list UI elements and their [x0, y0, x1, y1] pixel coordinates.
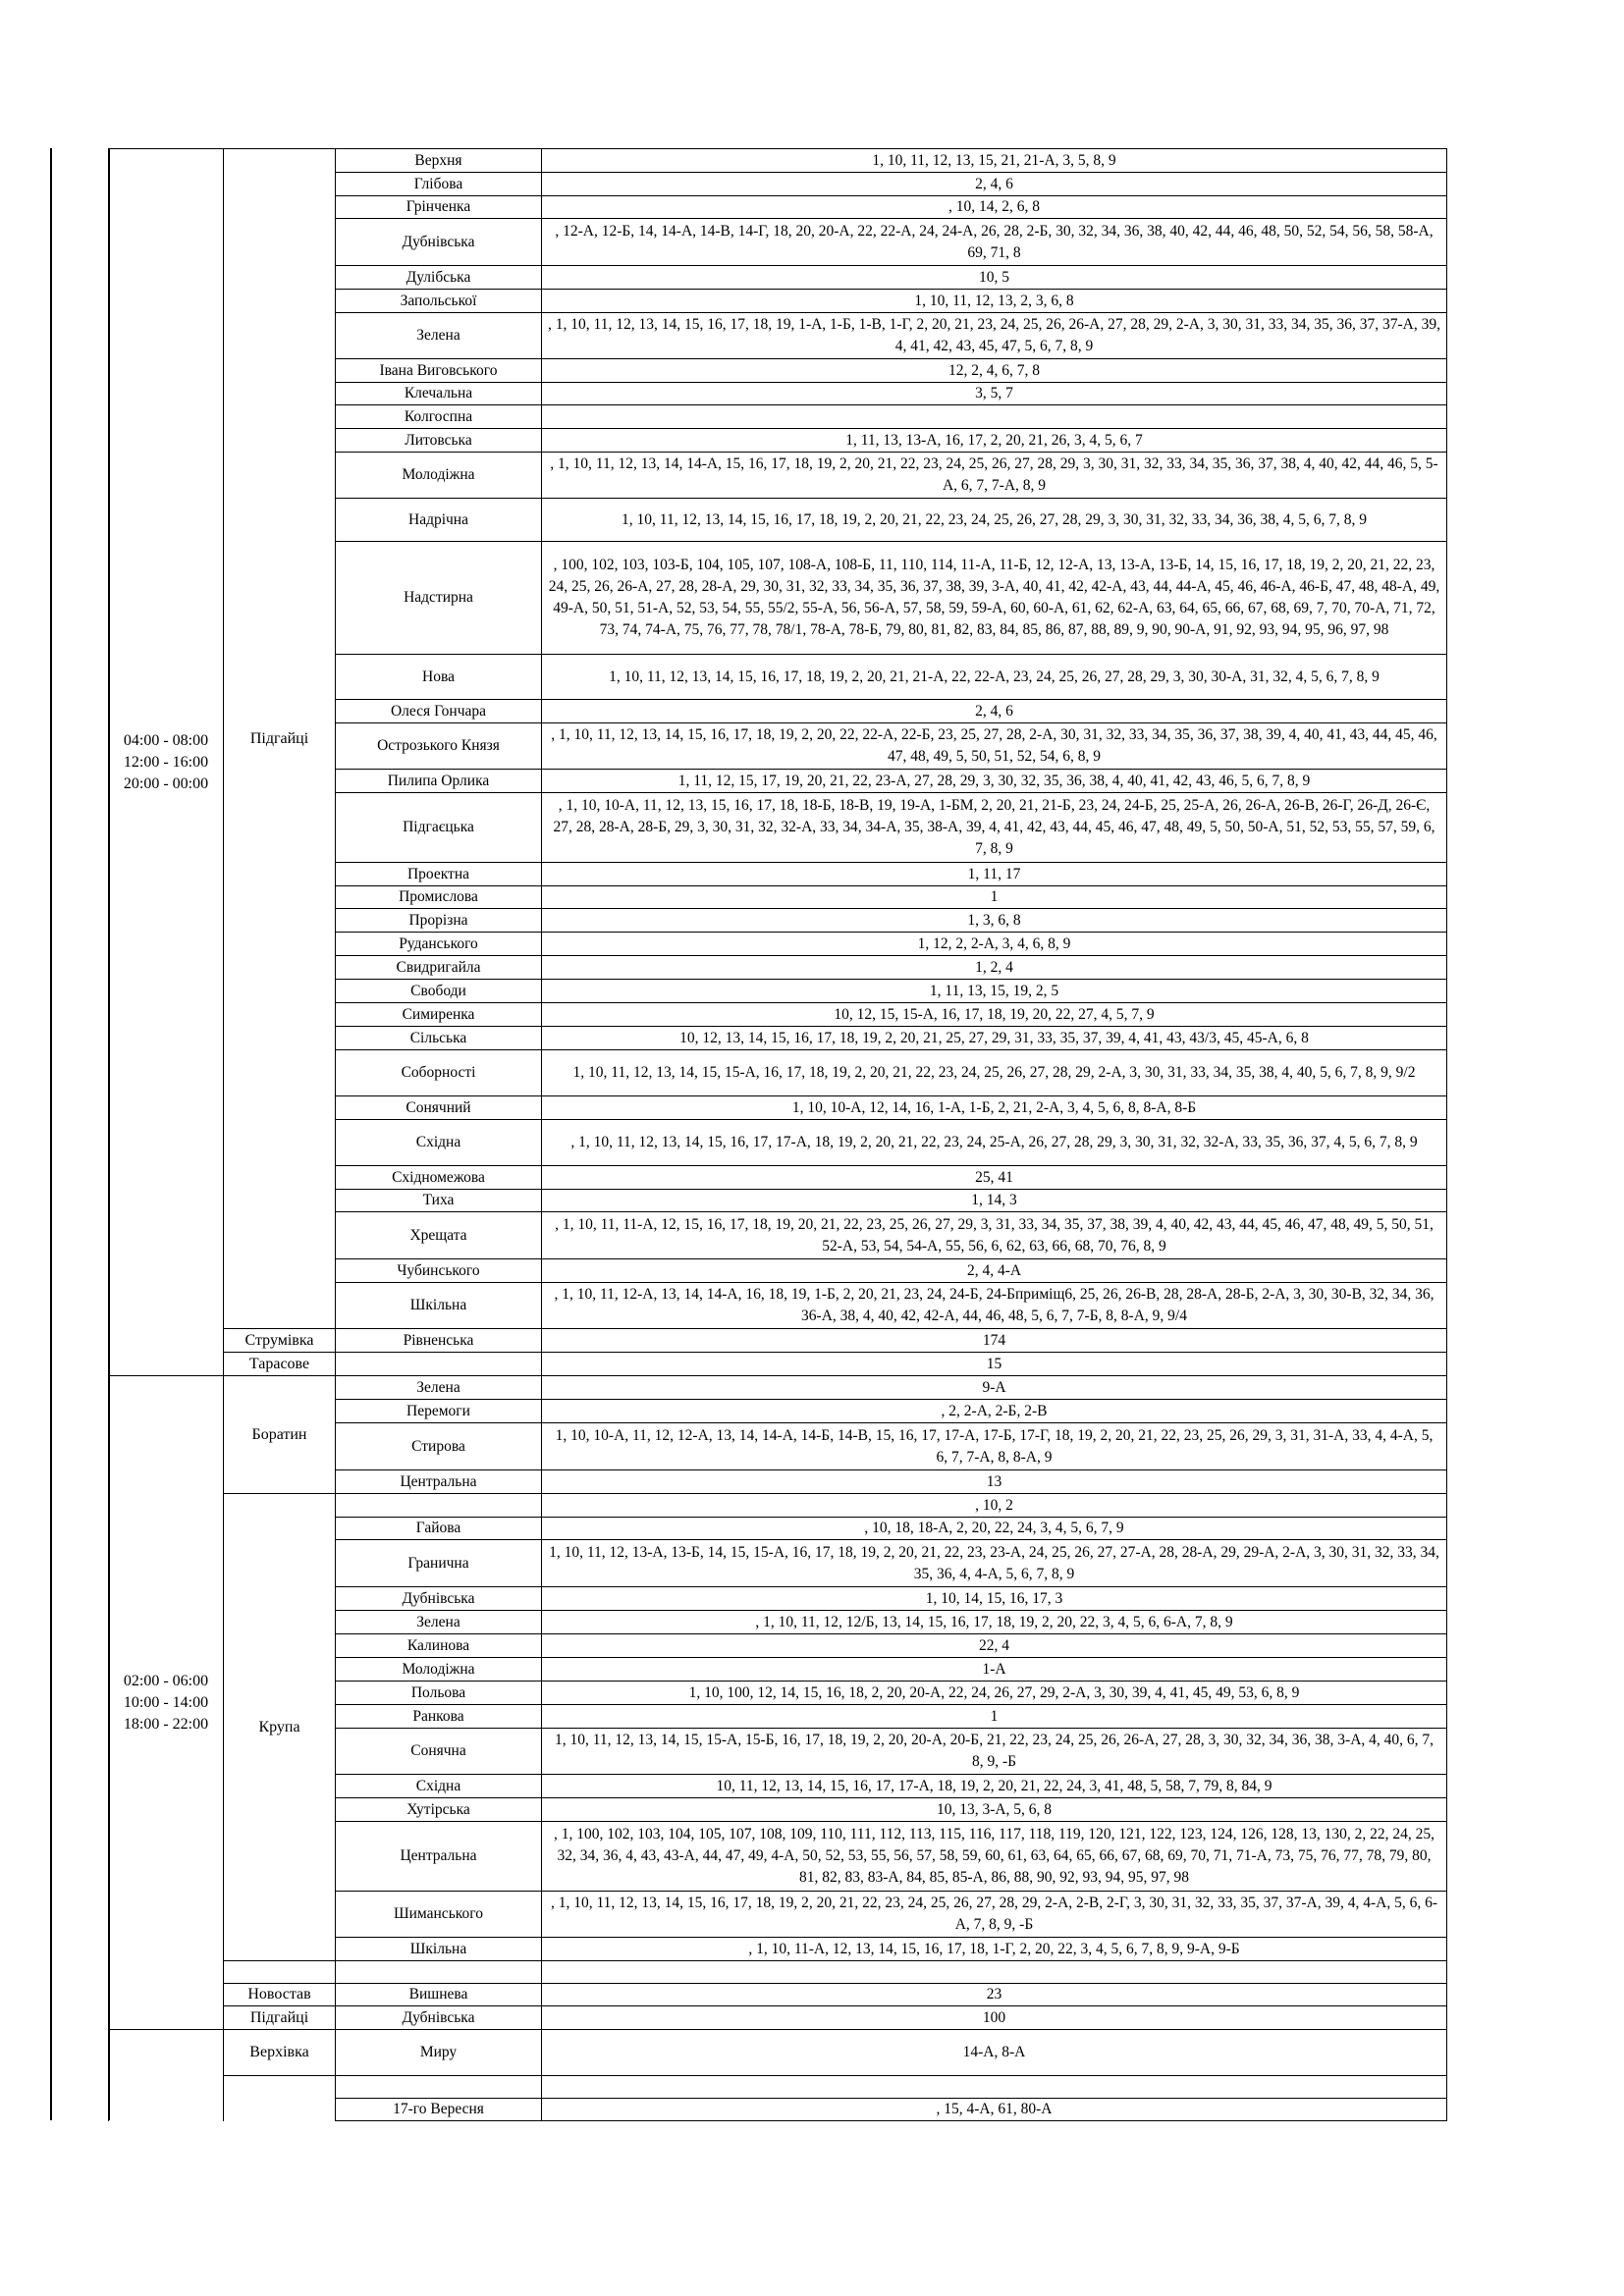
settlement-cell: [223, 1960, 336, 1984]
street-cell: Зелена: [335, 1610, 542, 1634]
house-numbers-cell: 1, 11, 12, 15, 17, 19, 20, 21, 22, 23-А, 27, 28, 29, 3, 30, 32, 35, 36, 38, 4, 40, 41, 42, 43, 46, 5, 6, 7, 8, 9: [541, 769, 1447, 793]
house-numbers-cell: 15: [541, 1352, 1447, 1376]
street-cell: Дулібська: [335, 265, 542, 290]
street-cell: Рівненська: [335, 1328, 542, 1353]
house-numbers-cell: , 1, 10, 11, 12, 13, 14, 14-А, 15, 16, 17, 18, 19, 2, 20, 21, 22, 23, 24, 25, 26, 27, 28, 29, 3, 30, 31, 32, 33, 34, 35, 36, 37, 38, 4, 40, 42, 44, 46, 5, 5-А, 6, 7, 7-А, 8, 9: [541, 452, 1447, 499]
house-numbers-cell: , 1, 10, 11, 12, 13, 14, 15, 16, 17, 18, 19, 1-А, 1-Б, 1-В, 1-Г, 2, 20, 21, 23, 24, 25, 26, 26-А, 27, 28, 29, 2-А, 3, 30, 31, 33, 34, 35, 36, 37, 37-А, 39, 4, 41, 42, 43, 45, 47, 5, 6, 7, 8, 9: [541, 312, 1447, 359]
house-numbers-cell: 1: [541, 1704, 1447, 1729]
street-cell: Дубнівська: [335, 1586, 542, 1611]
street-cell: Гайова: [335, 1517, 542, 1540]
street-cell: Сільська: [335, 1026, 542, 1050]
street-cell: Глібова: [335, 172, 542, 196]
house-numbers-cell: 1, 11, 13, 13-А, 16, 17, 2, 20, 21, 26, 3, 4, 5, 6, 7: [541, 428, 1447, 453]
time-slot-cell: [108, 2029, 224, 2121]
house-numbers-cell: 10, 13, 3-А, 5, 6, 8: [541, 1797, 1447, 1822]
house-numbers-cell: 1, 3, 6, 8: [541, 908, 1447, 933]
house-numbers-cell: 22, 4: [541, 1633, 1447, 1658]
street-cell: Вишнева: [335, 1983, 542, 2006]
house-numbers-cell: , 1, 10, 11, 12, 13, 14, 15, 16, 17, 17-А, 18, 19, 2, 20, 21, 22, 23, 24, 25-А, 26, 27, 28, 29, 3, 30, 31, 32, 32-А, 33, 35, 36, 37, 4, 5, 6, 7, 8, 9: [541, 1119, 1447, 1166]
house-numbers-cell: 1, 10, 100, 12, 14, 15, 16, 18, 2, 20, 20-А, 22, 24, 26, 27, 29, 2-А, 3, 30, 39, 4, 41, 45, 49, 53, 6, 8, 9: [541, 1681, 1447, 1705]
street-cell: [335, 1352, 542, 1376]
street-cell: Чубинського: [335, 1258, 542, 1283]
street-cell: Центральна: [335, 1821, 542, 1892]
house-numbers-cell: , 1, 10, 11, 12, 13, 14, 15, 16, 17, 18, 19, 2, 20, 22, 22-А, 22-Б, 23, 25, 27, 28, 2-А, 30, 31, 32, 33, 34, 35, 36, 37, 38, 39, 4, 40, 41, 43, 44, 45, 46, 47, 48, 49, 5, 50, 51, 52, 54, 6, 8, 9: [541, 722, 1447, 770]
street-cell: Хутірська: [335, 1797, 542, 1822]
house-numbers-cell: 174: [541, 1328, 1447, 1353]
street-cell: Шиманського: [335, 1891, 542, 1938]
street-cell: Молодіжна: [335, 1657, 542, 1682]
street-cell: Шкільна: [335, 1937, 542, 1961]
street-cell: Колгоспна: [335, 404, 542, 429]
house-numbers-cell: 1, 2, 4: [541, 955, 1447, 980]
street-cell: Симиренка: [335, 1002, 542, 1027]
house-numbers-cell: , 100, 102, 103, 103-Б, 104, 105, 107, 108-А, 108-Б, 11, 110, 114, 11-А, 11-Б, 12, 12-А, 13, 13-А, 13-Б, 14, 15, 16, 17, 18, 19, 2, 20, 21, 22, 23, 24, 25, 26, 26-А, 27, 28, 28-А, 29, 30, 31, 32, 33, 34, 35, 36, 37, 38, 39, 3-А, 40, 41, 42, 42-А, 43, 44, 44-А, 45, 46, 46-А, 46-Б, 47, 48, 48-А, 49, 49-А, 50, 51, 51-А, 52, 53, 54, 55, 55/2, 55-А, 56, 56-А, 57, 58, 59, 59-А, 60, 60-А, 61, 62, 62-А, 63, 64, 65, 66, 67, 68, 69, 7, 70, 70-А, 71, 72, 73, 74, 74-А, 75, 76, 77, 78, 78/1, 78-А, 78-Б, 79, 80, 81, 82, 83, 84, 85, 86, 87, 88, 89, 9, 90, 90-А, 91, 92, 93, 94, 95, 96, 97, 98: [541, 541, 1447, 655]
street-cell: Польова: [335, 1681, 542, 1705]
settlement-cell: Крупа: [223, 1493, 336, 1961]
house-numbers-cell: , 10, 14, 2, 6, 8: [541, 195, 1447, 219]
house-numbers-cell: 23: [541, 1983, 1447, 2006]
settlement-cell: Тарасове: [223, 1352, 336, 1376]
street-cell: Перемоги: [335, 1399, 542, 1423]
street-cell: Східномежова: [335, 1165, 542, 1190]
house-numbers-cell: 1, 10, 11, 12, 13, 14, 15, 15-А, 15-Б, 16, 17, 18, 19, 2, 20, 20-А, 20-Б, 21, 22, 23, 24, 25, 26, 26-А, 27, 28, 3, 30, 32, 34, 36, 38, 3-А, 4, 40, 6, 7, 8, 9, -Б: [541, 1728, 1447, 1775]
street-cell: Свидригайла: [335, 955, 542, 980]
street-cell: Сонячний: [335, 1095, 542, 1120]
street-cell: Івана Виговського: [335, 358, 542, 383]
time-slot-label: 10:00 - 14:00: [123, 1693, 209, 1711]
settlement-cell: Верхівка: [223, 2029, 336, 2076]
house-numbers-cell: 13: [541, 1469, 1447, 1494]
time-slot-label: 18:00 - 22:00: [123, 1715, 209, 1733]
house-numbers-cell: 3, 5, 7: [541, 382, 1447, 405]
house-numbers-cell: 1, 10, 11, 12, 13-А, 13-Б, 14, 15, 15-А, 16, 17, 18, 19, 2, 20, 21, 22, 23, 23-А, 24, 25, 26, 27, 27-А, 28, 28-А, 29, 29-А, 2-А, 3, 30, 31, 32, 33, 34, 35, 36, 4, 4-А, 5, 6, 7, 8, 9: [541, 1539, 1447, 1587]
house-numbers-cell: 1, 11, 13, 15, 19, 2, 5: [541, 979, 1447, 1003]
house-numbers-cell: , 10, 2: [541, 1493, 1447, 1518]
settlement-cell: [223, 2075, 336, 2121]
house-numbers-cell: 14-А, 8-А: [541, 2029, 1447, 2076]
street-cell: Зелена: [335, 312, 542, 359]
street-cell: Шкільна: [335, 1282, 542, 1329]
street-cell: [335, 2075, 542, 2099]
time-slot-cell: [108, 148, 224, 1376]
street-cell: Острозького Князя: [335, 722, 542, 770]
time-column-line: [108, 148, 110, 2120]
street-cell: Стирова: [335, 1422, 542, 1470]
house-numbers-cell: [541, 1960, 1447, 1984]
house-numbers-cell: [541, 2075, 1447, 2099]
house-numbers-cell: 10, 5: [541, 265, 1447, 290]
house-numbers-cell: 10, 11, 12, 13, 14, 15, 16, 17, 17-А, 18, 19, 2, 20, 21, 22, 24, 3, 41, 48, 5, 58, 7, 79, 8, 84, 9: [541, 1774, 1447, 1798]
house-numbers-cell: 1, 10, 11, 12, 13, 2, 3, 6, 8: [541, 289, 1447, 313]
house-numbers-cell: 1: [541, 885, 1447, 909]
house-numbers-cell: , 1, 10, 10-А, 11, 12, 13, 15, 16, 17, 18, 18-Б, 18-В, 19, 19-А, 1-БМ, 2, 20, 21, 21-Б, 23, 24, 24-Б, 25, 25-А, 26, 26-А, 26-В, 26-Г, 26-Д, 26-Є, 27, 28, 28-А, 28-Б, 29, 3, 30, 31, 32, 32-А, 33, 34, 34-А, 35, 38-А, 39, 4, 41, 42, 43, 44, 45, 46, 47, 48, 49, 5, 50, 50-А, 51, 52, 53, 55, 57, 59, 6, 7, 8, 9: [541, 792, 1447, 863]
street-cell: Молодіжна: [335, 452, 542, 499]
street-cell: Соборності: [335, 1049, 542, 1096]
time-slot-label: 04:00 - 08:00: [123, 731, 209, 749]
street-cell: Дубнівська: [335, 2005, 542, 2030]
house-numbers-cell: 1, 10, 11, 12, 13, 15, 21, 21-А, 3, 5, 8, 9: [541, 148, 1447, 173]
street-cell: Грінченка: [335, 195, 542, 219]
street-cell: Проектна: [335, 862, 542, 886]
settlement-cell: Новостав: [223, 1983, 336, 2006]
street-cell: Ранкова: [335, 1704, 542, 1729]
street-cell: Центральна: [335, 1469, 542, 1494]
house-numbers-cell: 1, 10, 14, 15, 16, 17, 3: [541, 1586, 1447, 1611]
house-numbers-cell: 1, 11, 17: [541, 862, 1447, 886]
street-cell: Сонячна: [335, 1728, 542, 1775]
house-numbers-cell: 100: [541, 2005, 1447, 2030]
street-cell: Нова: [335, 654, 542, 700]
street-cell: Литовська: [335, 428, 542, 453]
house-numbers-cell: [541, 404, 1447, 429]
street-cell: [335, 1493, 542, 1518]
street-cell: Миру: [335, 2029, 542, 2076]
house-numbers-cell: 25, 41: [541, 1165, 1447, 1190]
street-cell: Клечальна: [335, 382, 542, 405]
time-slot-label: 20:00 - 00:00: [123, 774, 209, 792]
house-numbers-cell: , 12-А, 12-Б, 14, 14-А, 14-В, 14-Г, 18, 20, 20-А, 22, 22-А, 24, 24-А, 26, 28, 2-Б, 30, 32, 34, 36, 38, 40, 42, 44, 46, 48, 50, 52, 54, 56, 58, 58-А, 69, 71, 8: [541, 218, 1447, 266]
street-cell: Верхня: [335, 148, 542, 173]
time-slot-cell: [108, 1375, 224, 2030]
street-cell: Хрещата: [335, 1211, 542, 1259]
street-cell: Зелена: [335, 1375, 542, 1400]
street-cell: Прорізна: [335, 908, 542, 933]
settlement-cell: Підгайці: [223, 148, 336, 1329]
house-numbers-cell: 10, 12, 15, 15-А, 16, 17, 18, 19, 20, 22, 27, 4, 5, 7, 9: [541, 1002, 1447, 1027]
street-cell: Запольської: [335, 289, 542, 313]
house-numbers-cell: , 1, 100, 102, 103, 104, 105, 107, 108, 109, 110, 111, 112, 113, 115, 116, 117, 118, 119, 120, 121, 122, 123, 124, 126, 128, 13, 130, 2, 22, 24, 25, 32, 34, 36, 4, 43, 43-А, 44, 47, 49, 4-А, 50, 52, 53, 55, 56, 57, 58, 59, 60, 61, 63, 64, 65, 66, 67, 68, 69, 70, 71, 71-А, 73, 75, 76, 77, 78, 79, 80, 81, 82, 83, 83-А, 84, 85, 85-А, 86, 88, 90, 92, 93, 94, 95, 97, 98: [541, 1821, 1447, 1892]
house-numbers-cell: , 1, 10, 11, 12, 12/Б, 13, 14, 15, 16, 17, 18, 19, 2, 20, 22, 3, 4, 5, 6, 6-А, 7, 8, 9: [541, 1610, 1447, 1634]
street-cell: Свободи: [335, 979, 542, 1003]
street-cell: Східна: [335, 1119, 542, 1166]
house-numbers-cell: 1-А: [541, 1657, 1447, 1682]
house-numbers-cell: 2, 4, 4-А: [541, 1258, 1447, 1283]
house-numbers-cell: 1, 10, 10-А, 11, 12, 12-А, 13, 14, 14-А, 14-Б, 14-В, 15, 16, 17, 17-А, 17-Б, 17-Г, 18, 19, 2, 20, 21, 22, 23, 25, 26, 29, 3, 31, 31-А, 33, 4, 4-А, 5, 6, 7, 7-А, 8, 8-А, 9: [541, 1422, 1447, 1470]
street-cell: Пилипа Орлика: [335, 769, 542, 793]
house-numbers-cell: , 2, 2-А, 2-Б, 2-В: [541, 1399, 1447, 1423]
street-cell: Гранична: [335, 1539, 542, 1587]
house-numbers-cell: 1, 10, 11, 12, 13, 14, 15, 16, 17, 18, 19, 2, 20, 21, 21-А, 22, 22-А, 23, 24, 25, 26, 27, 28, 29, 3, 30, 30-А, 31, 32, 4, 5, 6, 7, 8, 9: [541, 654, 1447, 700]
street-cell: Підгаєцька: [335, 792, 542, 863]
settlement-cell: Струмівка: [223, 1328, 336, 1353]
house-numbers-cell: 1, 10, 10-А, 12, 14, 16, 1-А, 1-Б, 2, 21, 2-А, 3, 4, 5, 6, 8, 8-А, 8-Б: [541, 1095, 1447, 1120]
house-numbers-cell: , 1, 10, 11, 12-А, 13, 14, 14-А, 16, 18, 19, 1-Б, 2, 20, 21, 23, 24, 24-Б, 24-Бприміщ6, 25, 26, 26-В, 28, 28-А, 28-Б, 2-А, 3, 30, 30-В, 32, 34, 36, 36-А, 38, 4, 40, 42, 42-А, 44, 46, 48, 5, 6, 7, 7-Б, 8, 8-А, 9, 9/4: [541, 1282, 1447, 1329]
street-cell: Олеся Гончара: [335, 699, 542, 723]
house-numbers-cell: , 1, 10, 11, 12, 13, 14, 15, 16, 17, 18, 19, 2, 20, 21, 22, 23, 24, 25, 26, 27, 28, 29, 2-А, 2-В, 2-Г, 3, 30, 31, 32, 33, 35, 37, 37-А, 39, 4, 4-А, 5, 6, 6-А, 7, 8, 9, -Б: [541, 1891, 1447, 1938]
house-numbers-cell: , 15, 4-А, 61, 80-А: [541, 2098, 1447, 2121]
house-numbers-cell: 1, 10, 11, 12, 13, 14, 15, 15-А, 16, 17, 18, 19, 2, 20, 21, 22, 23, 24, 25, 26, 27, 28, 29, 2-А, 3, 30, 31, 33, 34, 35, 38, 4, 40, 5, 6, 7, 8, 9, 9/2: [541, 1049, 1447, 1096]
house-numbers-cell: 12, 2, 4, 6, 7, 8: [541, 358, 1447, 383]
left-border-line: [50, 148, 52, 2120]
street-cell: 17-го Вересня: [335, 2098, 542, 2121]
settlement-cell: Підгайці: [223, 2005, 336, 2030]
house-numbers-cell: 1, 14, 3: [541, 1189, 1447, 1212]
street-cell: Дубнівська: [335, 218, 542, 266]
street-cell: Надстирна: [335, 541, 542, 655]
time-slot-label: 12:00 - 16:00: [123, 753, 209, 771]
house-numbers-cell: , 1, 10, 11-А, 12, 13, 14, 15, 16, 17, 18, 1-Г, 2, 20, 22, 3, 4, 5, 6, 7, 8, 9, 9-А, 9-Б: [541, 1937, 1447, 1961]
house-numbers-cell: 9-А: [541, 1375, 1447, 1400]
settlement-cell: Боратин: [223, 1375, 336, 1494]
street-cell: Калинова: [335, 1633, 542, 1658]
house-numbers-cell: 1, 10, 11, 12, 13, 14, 15, 16, 17, 18, 19, 2, 20, 21, 22, 23, 24, 25, 26, 27, 28, 29, 3, 30, 31, 32, 33, 34, 36, 38, 4, 5, 6, 7, 8, 9: [541, 498, 1447, 542]
house-numbers-cell: , 10, 18, 18-А, 2, 20, 22, 24, 3, 4, 5, 6, 7, 9: [541, 1517, 1447, 1540]
house-numbers-cell: 2, 4, 6: [541, 172, 1447, 196]
time-slot-label: 02:00 - 06:00: [123, 1672, 209, 1689]
street-cell: [335, 1960, 542, 1984]
house-numbers-cell: , 1, 10, 11, 11-А, 12, 15, 16, 17, 18, 19, 20, 21, 22, 23, 25, 26, 27, 29, 3, 31, 33, 34, 35, 37, 38, 39, 4, 40, 42, 43, 44, 45, 46, 47, 48, 49, 5, 50, 51, 52-А, 53, 54, 54-А, 55, 56, 6, 62, 63, 66, 68, 70, 76, 8, 9: [541, 1211, 1447, 1259]
house-numbers-cell: 1, 12, 2, 2-А, 3, 4, 6, 8, 9: [541, 932, 1447, 956]
house-numbers-cell: 10, 12, 13, 14, 15, 16, 17, 18, 19, 2, 20, 21, 25, 27, 29, 31, 33, 35, 37, 39, 4, 41, 43, 43/3, 45, 45-А, 6, 8: [541, 1026, 1447, 1050]
street-cell: Східна: [335, 1774, 542, 1798]
street-cell: Промислова: [335, 885, 542, 909]
street-cell: Тиха: [335, 1189, 542, 1212]
house-numbers-cell: 2, 4, 6: [541, 699, 1447, 723]
street-cell: Надрічна: [335, 498, 542, 542]
street-cell: Руданського: [335, 932, 542, 956]
